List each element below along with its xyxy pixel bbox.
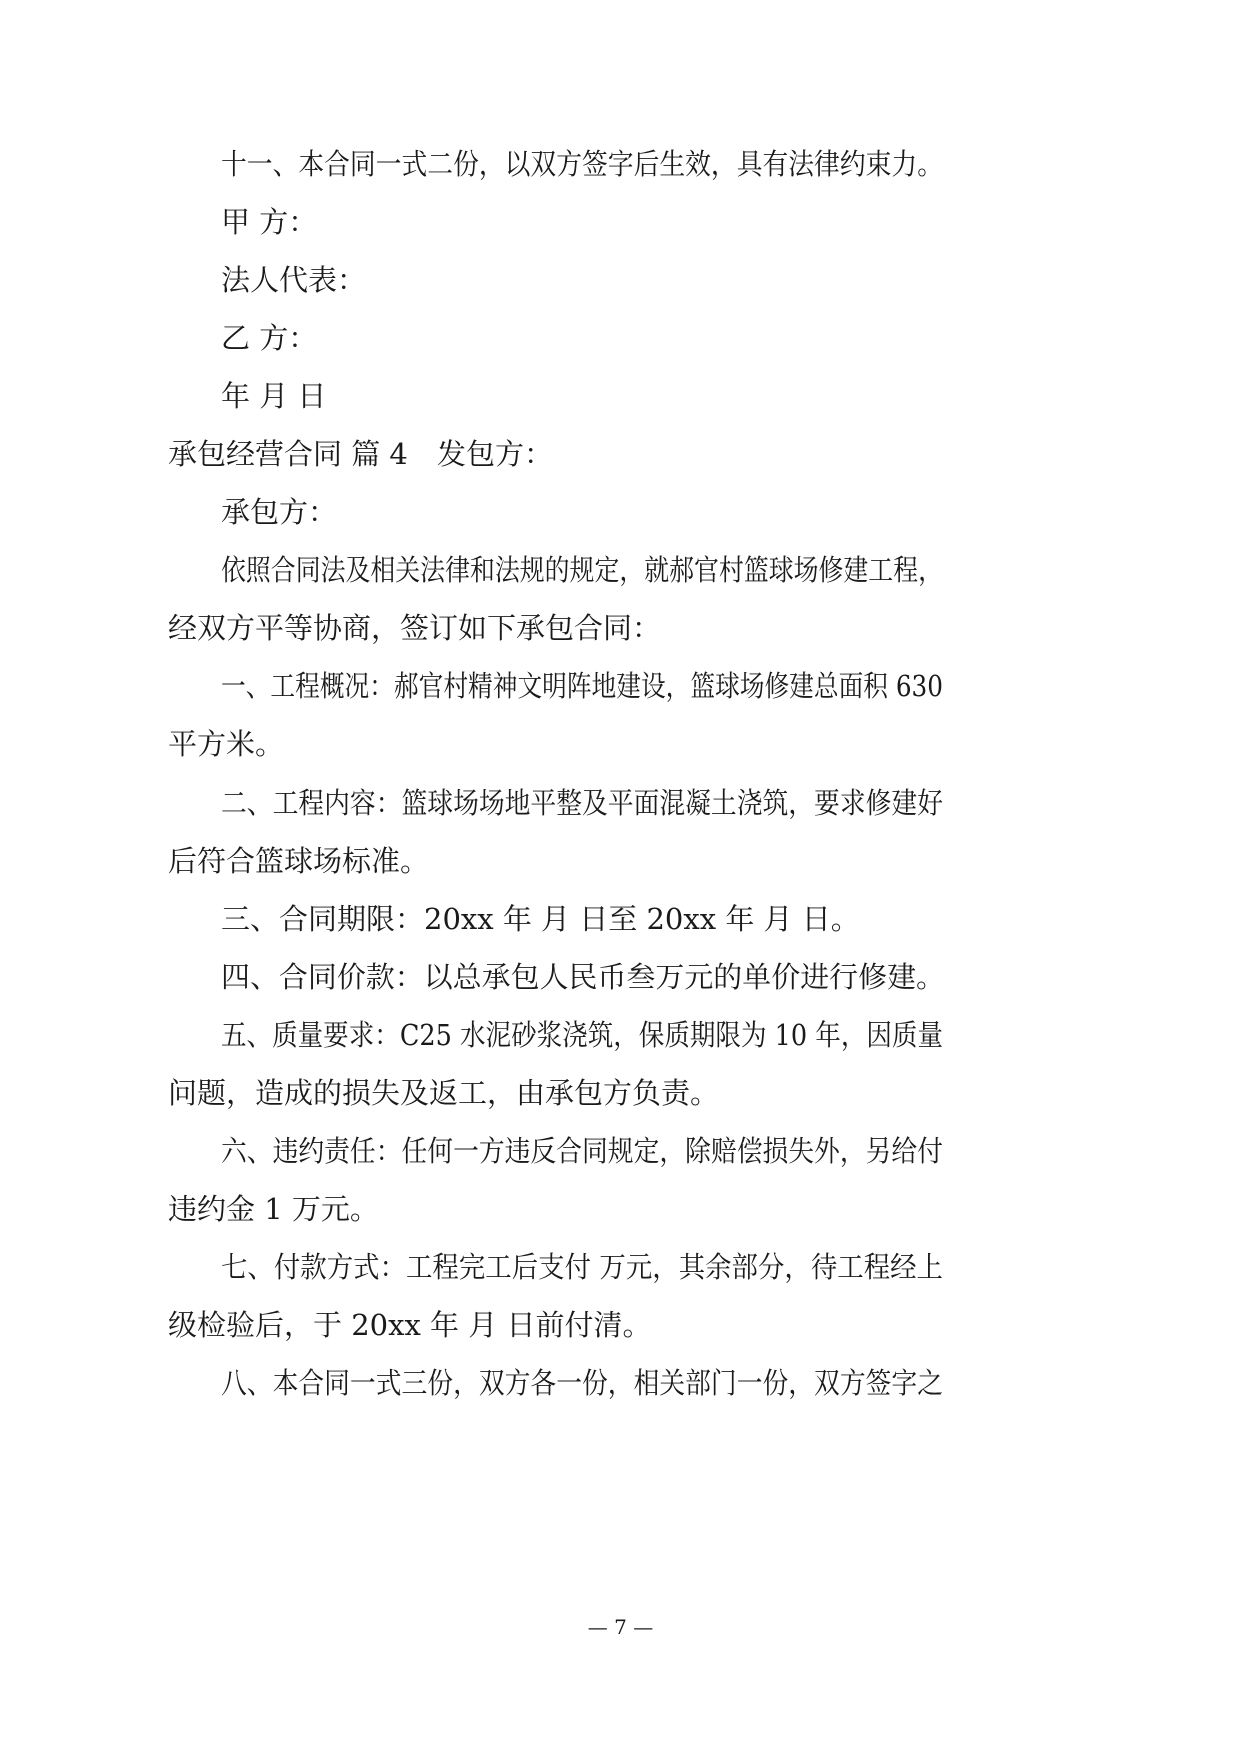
legal-representative-line xyxy=(0,258,1241,302)
preamble-text-2: 经双方平等协商，签订如下承包合同： xyxy=(168,611,662,645)
clause-four-text: 四、合同价款：以总承包人民币叁万元的单价进行修建。 xyxy=(221,960,945,994)
contract-title: 承包经营合同 篇 4 xyxy=(168,437,408,471)
clause-five-text-2: 问题，造成的损失及返工，由承包方负责。 xyxy=(168,1076,720,1110)
party-b-label: 乙 方： xyxy=(221,321,318,355)
party-a-line xyxy=(0,200,1241,244)
clause-six-text-1: 六、违约责任：任何一方违反合同规定，除赔偿损失外，另给付 xyxy=(221,1134,943,1168)
contract-heading-line xyxy=(0,432,1241,476)
preamble-line-2 xyxy=(0,606,1241,650)
preamble-line-1 xyxy=(0,548,1241,592)
preamble-text-1: 依照合同法及相关法律和法规的规定，就郝官村篮球场修建工程， xyxy=(221,553,943,587)
clause-two-line-1 xyxy=(0,781,1241,825)
clause-eleven-text: 十一、本合同一式二份，以双方签字后生效，具有法律约束力。 xyxy=(221,147,943,181)
clause-five-line-1 xyxy=(0,1013,1241,1057)
clause-one-text-1: 一、工程概况：郝官村精神文明阵地建设，篮球场修建总面积 630 xyxy=(221,669,943,703)
date-label: 年 月 日 xyxy=(221,379,327,413)
clause-eleven-line xyxy=(0,142,1241,186)
page-number: — 7 — xyxy=(587,1615,654,1639)
contractor-label: 承包方： xyxy=(221,495,338,529)
clause-one-line-2 xyxy=(0,722,1241,766)
contractor-issuer-label: 发包方： xyxy=(437,437,554,471)
clause-three-line xyxy=(0,897,1241,941)
clause-six-line-1 xyxy=(0,1129,1241,1173)
clause-seven-line-2 xyxy=(0,1303,1241,1347)
clause-five-text-1: 五、质量要求：C25 水泥砂浆浇筑，保质期限为 10 年，因质量 xyxy=(221,1018,943,1052)
clause-two-line-2 xyxy=(0,839,1241,883)
clause-two-text-1: 二、工程内容：篮球场场地平整及平面混凝土浇筑，要求修建好 xyxy=(221,786,943,820)
clause-six-text-2: 违约金 1 万元。 xyxy=(168,1192,379,1226)
clause-seven-line-1 xyxy=(0,1245,1241,1289)
clause-one-line-1 xyxy=(0,664,1241,708)
party-a-label: 甲 方： xyxy=(221,205,318,239)
clause-six-line-2 xyxy=(0,1187,1241,1231)
clause-four-line xyxy=(0,955,1241,999)
clause-seven-text-2: 级检验后，于 20xx 年 月 日前付清。 xyxy=(168,1308,652,1342)
contractor-line xyxy=(0,490,1241,534)
date-line xyxy=(0,374,1241,418)
clause-seven-text-1: 七、付款方式：工程完工后支付 万元，其余部分，待工程经上 xyxy=(221,1250,943,1284)
clause-eight-text-1: 八、本合同一式三份，双方各一份，相关部门一份，双方签字之 xyxy=(221,1366,943,1400)
clause-three-text: 三、合同期限：20xx 年 月 日至 20xx 年 月 日。 xyxy=(221,902,860,936)
clause-one-text-2: 平方米。 xyxy=(168,727,285,761)
clause-five-line-2 xyxy=(0,1071,1241,1115)
party-b-line xyxy=(0,316,1241,360)
clause-two-text-2: 后符合篮球场标准。 xyxy=(168,844,430,878)
clause-eight-line-1 xyxy=(0,1361,1241,1405)
legal-representative-label: 法人代表： xyxy=(221,263,367,297)
